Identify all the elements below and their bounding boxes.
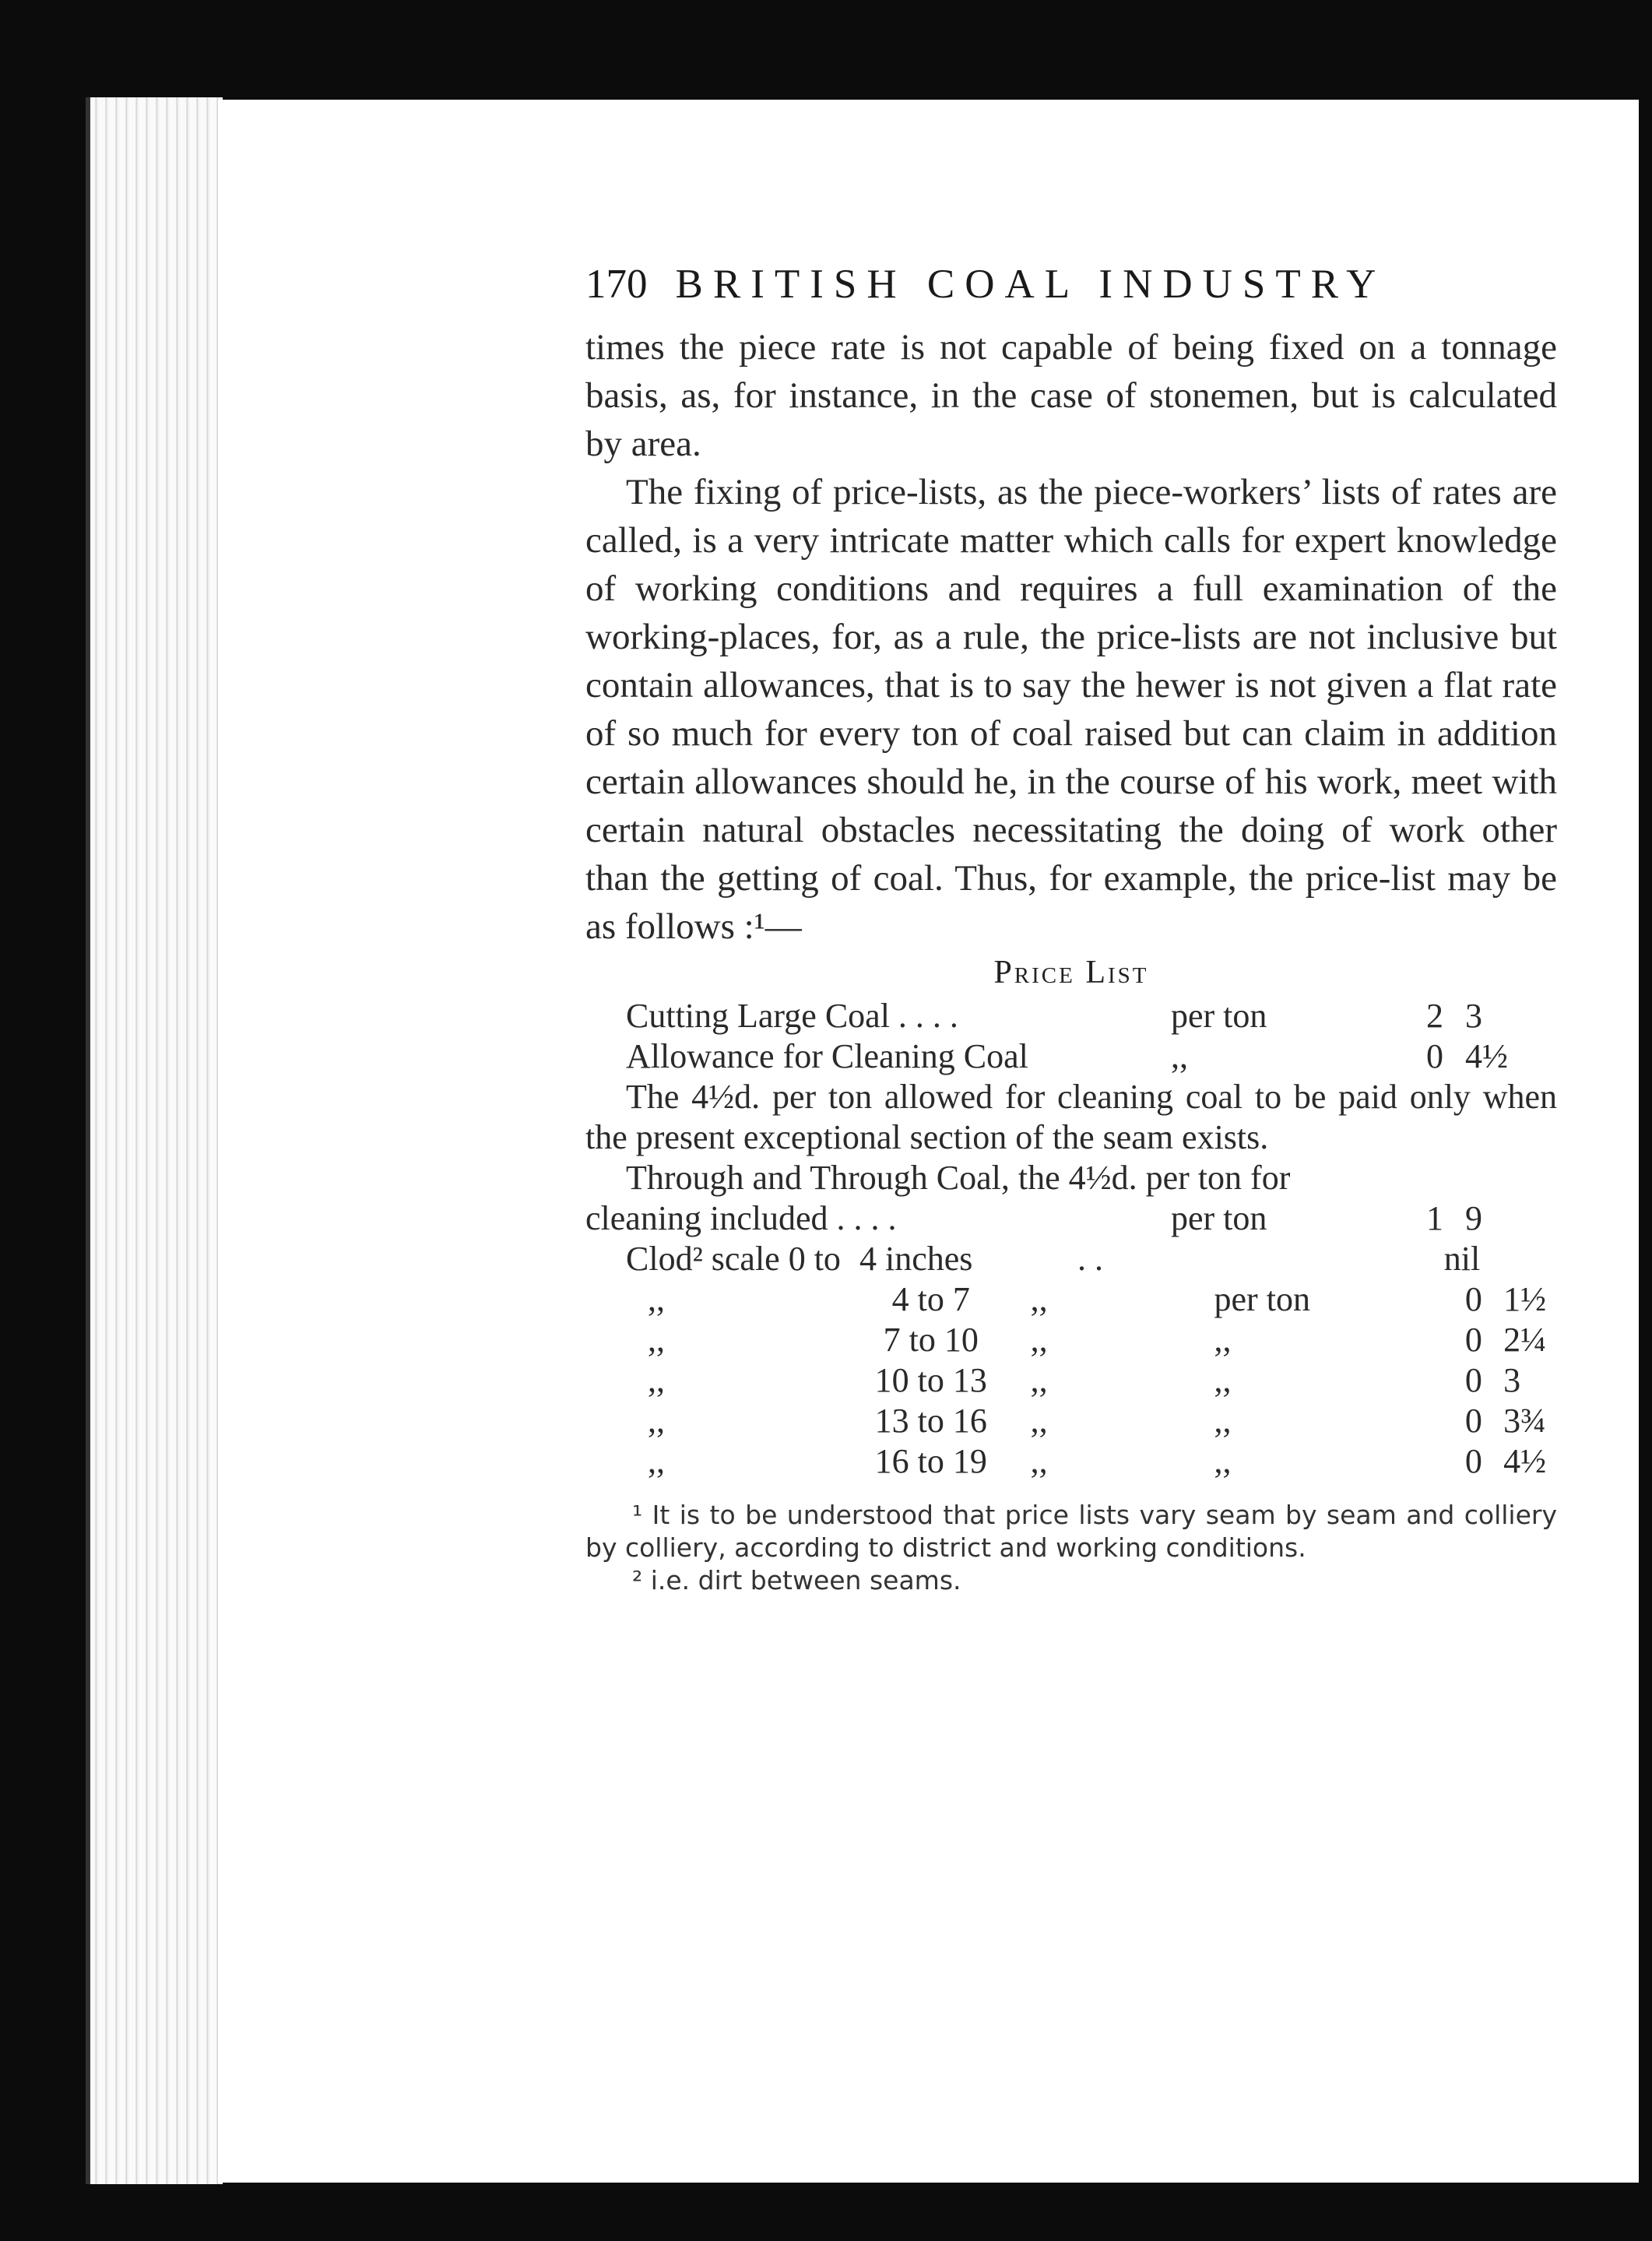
ditto-mark: ,, bbox=[1030, 1280, 1048, 1318]
ditto-mark: ,, bbox=[1030, 1402, 1048, 1440]
price-pence: 1½ bbox=[1503, 1280, 1547, 1318]
footnotes bbox=[585, 1499, 1557, 1597]
scale-range: 4 to 7 bbox=[891, 1280, 970, 1318]
scale-range: 10 to 13 bbox=[874, 1361, 987, 1399]
scan-margin-top bbox=[0, 0, 1652, 101]
price-pence: 2¼ bbox=[1503, 1321, 1547, 1359]
scale-row bbox=[585, 1441, 1557, 1482]
book-page-edges bbox=[86, 97, 223, 2184]
price-pence: 3 bbox=[1503, 1361, 1521, 1399]
running-head bbox=[585, 261, 1557, 323]
paragraph: The fixing of price-lists, as the piece-workers’ lists of rates are called, is a very intricate matter which calls for expert knowledge of working conditions and requires a full examination of the working-places, for, as a rule, the price-lists are not inclusive but contain allowances, that is to say the hewer is not given a flat rate of so much for every ton of coal raised but can claim in addition certain allowances should he, in the course of his work, meet with certain natural obstacles necessitating the doing of work other than the getting of coal. Thus, for example, the price-list may be as follows :¹— bbox=[585, 472, 1557, 947]
price-list-title: Price List bbox=[993, 955, 1149, 990]
price-shillings: 0 bbox=[1464, 1321, 1482, 1359]
price-row bbox=[585, 1036, 1557, 1077]
scale-row bbox=[585, 1401, 1557, 1441]
price-pence: 9 bbox=[1465, 1199, 1482, 1237]
price-unit: per ton bbox=[1171, 1199, 1267, 1237]
price-shillings: 0 bbox=[1464, 1280, 1482, 1318]
ditto-mark: ,, bbox=[648, 1361, 665, 1399]
scale-row bbox=[585, 1360, 1557, 1401]
price-unit: ,, bbox=[1171, 1037, 1188, 1075]
footnote: ¹ It is to be understood that price lists vary seam by seam and colliery by colliery, according to district and working conditions. bbox=[585, 1500, 1557, 1563]
scan-margin-left bbox=[0, 0, 93, 2241]
price-unit: per ton bbox=[1171, 997, 1267, 1035]
price-pence: 4½ bbox=[1465, 1037, 1508, 1075]
clod-row bbox=[585, 1239, 1557, 1279]
price-shillings: 0 bbox=[1464, 1402, 1482, 1440]
scan-margin-bottom bbox=[0, 2180, 1652, 2241]
running-title: BRITISH COAL INDUSTRY bbox=[675, 262, 1387, 307]
scale-range: 13 to 16 bbox=[874, 1402, 987, 1440]
scale-range: 16 to 19 bbox=[874, 1442, 987, 1480]
price-unit: ,, bbox=[1214, 1361, 1232, 1399]
clod-label: Clod² scale 0 to bbox=[626, 1240, 841, 1278]
ditto-mark: ,, bbox=[648, 1442, 665, 1480]
clod-range: 4 inches bbox=[859, 1240, 973, 1278]
price-pence: 3¾ bbox=[1503, 1402, 1547, 1440]
ditto-mark: ,, bbox=[1030, 1321, 1048, 1359]
price-shillings: 1 bbox=[1426, 1199, 1443, 1237]
price-shillings: 2 bbox=[1426, 997, 1443, 1035]
price-pence: 3 bbox=[1465, 997, 1482, 1035]
price-item: Cutting Large Coal . . . . bbox=[626, 997, 958, 1035]
ditto-mark: ,, bbox=[648, 1280, 665, 1318]
price-item: Allowance for Cleaning Coal bbox=[626, 1037, 1028, 1075]
scale-row bbox=[585, 1320, 1557, 1360]
ditto-mark: ,, bbox=[648, 1321, 665, 1359]
price-row bbox=[585, 1198, 1557, 1239]
ditto-mark: ,, bbox=[1030, 1361, 1048, 1399]
price-shillings: 0 bbox=[1464, 1442, 1482, 1480]
price-unit: per ton bbox=[1214, 1280, 1310, 1318]
ditto-mark: ,, bbox=[1030, 1442, 1048, 1480]
scale-row bbox=[585, 1279, 1557, 1320]
price-note: The 4½d. per ton allowed for cleaning coal to be paid only when the present exceptional section of the seam exists. bbox=[585, 1078, 1557, 1156]
price-unit: ,, bbox=[1214, 1442, 1232, 1480]
price-shillings: 0 bbox=[1426, 1037, 1443, 1075]
text-block bbox=[585, 261, 1557, 1597]
price-unit: ,, bbox=[1214, 1321, 1232, 1359]
page-number: 170 bbox=[585, 262, 648, 307]
clod-value: nil bbox=[1443, 1240, 1481, 1278]
ditto-mark: ,, bbox=[648, 1402, 665, 1440]
footnote: ² i.e. dirt between seams. bbox=[632, 1565, 961, 1595]
price-row bbox=[585, 996, 1557, 1036]
price-note: Through and Through Coal, the 4½d. per ton for bbox=[626, 1159, 1291, 1197]
price-pence: 4½ bbox=[1503, 1442, 1547, 1480]
price-item: cleaning included . . . . bbox=[585, 1199, 897, 1237]
price-shillings: 0 bbox=[1464, 1361, 1482, 1399]
clod-dots: . . bbox=[1077, 1240, 1103, 1278]
paragraph: times the piece rate is not capable of being fixed on a tonnage basis, as, for instance, in the case of stonemen, but is calculated by area. bbox=[585, 327, 1557, 464]
scale-range: 7 to 10 bbox=[883, 1321, 979, 1359]
price-unit: ,, bbox=[1214, 1402, 1232, 1440]
